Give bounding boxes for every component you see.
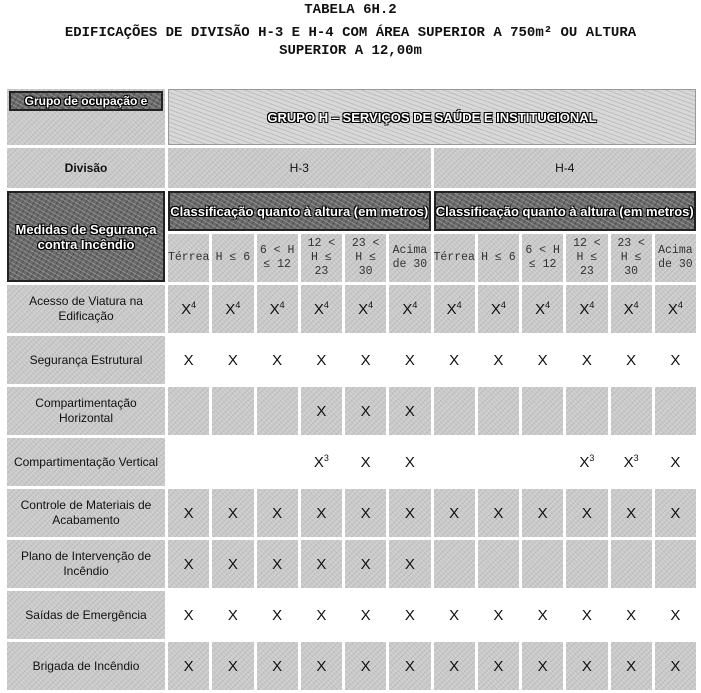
requirement-cell [434, 540, 475, 588]
footnote-ref: 4 [412, 300, 418, 310]
table-row [7, 285, 696, 333]
requirement-mark: X [537, 606, 548, 624]
requirement-cell [301, 438, 342, 486]
requirement-mark: X [581, 351, 592, 369]
requirement-mark: X [404, 351, 415, 369]
requirement-mark: X [579, 301, 590, 318]
requirement-cell [389, 336, 430, 384]
footnote-ref: 4 [545, 300, 551, 310]
requirement-cell [301, 591, 342, 639]
requirement-cell [345, 336, 386, 384]
requirement-mark: X [272, 555, 283, 573]
requirement-mark: X [360, 555, 371, 573]
requirement-cell [522, 438, 563, 486]
table-row [7, 642, 696, 690]
requirement-cell [655, 642, 696, 690]
requirement-cell [478, 540, 519, 588]
requirement-mark: X [272, 504, 283, 522]
requirement-mark: X [626, 606, 637, 624]
requirement-cell [257, 285, 298, 333]
requirement-mark: X [360, 453, 371, 471]
requirement-mark: X [360, 351, 371, 369]
requirement-cell [655, 540, 696, 588]
requirement-cell [168, 336, 209, 384]
requirement-cell [566, 336, 607, 384]
requirement-cell [478, 387, 519, 435]
requirement-cell [389, 438, 430, 486]
division-h4: H-4 [434, 148, 697, 188]
requirement-mark: X [360, 606, 371, 624]
height-column-header: Térrea [434, 234, 475, 282]
requirement-cell [345, 489, 386, 537]
requirement-mark: X [272, 657, 283, 675]
height-column-header: 23 < H ≤ 30 [611, 234, 652, 282]
requirement-cell [301, 642, 342, 690]
requirement-mark: X [404, 402, 415, 420]
requirement-cell [434, 489, 475, 537]
requirement-cell [389, 387, 430, 435]
division-label: Divisão [7, 148, 165, 188]
requirement-cell [168, 387, 209, 435]
footnote-ref: 4 [235, 300, 241, 310]
requirement-cell [212, 336, 253, 384]
requirement-cell [168, 540, 209, 588]
requirement-cell [301, 336, 342, 384]
requirement-mark: X [535, 301, 546, 318]
measures-label: Medidas de Segurança contra Incêndio [7, 191, 165, 282]
requirement-mark: X [537, 657, 548, 675]
requirement-cell [611, 285, 652, 333]
requirement-cell [345, 438, 386, 486]
requirement-mark: X [493, 351, 504, 369]
group-title: GRUPO H – SERVIÇOS DE SAÚDE E INSTITUCIONAL [168, 89, 696, 145]
requirement-cell [168, 285, 209, 333]
requirement-mark: X [490, 301, 501, 318]
requirement-mark: X [404, 504, 415, 522]
requirement-cell [522, 285, 563, 333]
requirement-mark: X [183, 351, 194, 369]
requirement-cell [212, 489, 253, 537]
measure-label: Compartimentação Vertical [7, 438, 165, 486]
footnote-ref: 4 [279, 300, 285, 310]
requirement-cell [566, 285, 607, 333]
subtitle-line-2: SUPERIOR A 12,00m [279, 43, 422, 59]
requirement-mark: X [623, 301, 634, 318]
requirement-mark: X [446, 301, 457, 318]
requirement-mark: X [670, 351, 681, 369]
requirement-mark: X [313, 301, 324, 318]
subtitle-line-1: EDIFICAÇÕES DE DIVISÃO H-3 E H-4 COM ÁREA SUPERIOR A 750m² OU ALTURA [64, 25, 637, 41]
requirement-cell [345, 387, 386, 435]
requirement-mark: X [404, 453, 415, 471]
requirement-mark: X [316, 504, 327, 522]
footnote-ref: 4 [368, 300, 374, 310]
requirement-cell [434, 285, 475, 333]
table-row [7, 387, 696, 435]
requirement-cell [655, 336, 696, 384]
measure-label: Saídas de Emergência [7, 591, 165, 639]
measure-label: Brigada de Incêndio [7, 642, 165, 690]
requirement-cell [257, 438, 298, 486]
requirement-mark: X [404, 657, 415, 675]
measures-table [4, 86, 699, 693]
requirement-cell [257, 336, 298, 384]
height-column-header: 23 < H ≤ 30 [345, 234, 386, 282]
requirement-mark: X [670, 453, 681, 471]
requirement-mark: X [537, 351, 548, 369]
table-row [7, 591, 696, 639]
requirement-cell [168, 642, 209, 690]
requirement-cell [301, 285, 342, 333]
requirement-cell [168, 489, 209, 537]
requirement-mark: X [360, 657, 371, 675]
requirement-mark: X [449, 657, 460, 675]
requirement-cell [655, 285, 696, 333]
requirement-mark: X [626, 657, 637, 675]
classification-h4: Classificação quanto à altura (em metros) [434, 191, 697, 231]
requirement-mark: X [181, 301, 192, 318]
footnote-ref: 4 [191, 300, 197, 310]
requirement-cell [257, 387, 298, 435]
requirement-cell [478, 591, 519, 639]
requirement-cell [345, 285, 386, 333]
table-row [7, 489, 696, 537]
requirement-cell [212, 285, 253, 333]
group-label-cell [7, 89, 165, 145]
requirement-cell [301, 540, 342, 588]
height-column-header: 12 < H ≤ 23 [566, 234, 607, 282]
requirement-cell [478, 438, 519, 486]
table-subtitle [0, 24, 701, 60]
requirement-mark: X [183, 504, 194, 522]
requirement-mark: X [183, 555, 194, 573]
requirement-cell [611, 642, 652, 690]
requirement-cell [389, 489, 430, 537]
requirement-cell [212, 642, 253, 690]
measure-label: Acesso de Viatura na Edificação [7, 285, 165, 333]
requirement-mark: X [227, 504, 238, 522]
requirement-cell [345, 540, 386, 588]
requirement-mark: X [626, 351, 637, 369]
requirement-cell [212, 591, 253, 639]
table-row [7, 438, 696, 486]
requirement-cell [434, 591, 475, 639]
table-row [7, 540, 696, 588]
requirement-mark: X [183, 606, 194, 624]
height-column-header: 12 < H ≤ 23 [301, 234, 342, 282]
requirement-cell [478, 489, 519, 537]
requirement-cell [522, 336, 563, 384]
measure-label: Segurança Estrutural [7, 336, 165, 384]
requirement-cell [611, 336, 652, 384]
requirement-mark: X [626, 504, 637, 522]
requirement-cell [434, 438, 475, 486]
requirement-mark: X [667, 301, 678, 318]
group-label: Grupo de ocupação e [9, 91, 163, 111]
footnote-ref: 4 [456, 300, 462, 310]
requirement-mark: X [316, 606, 327, 624]
requirement-mark: X [449, 504, 460, 522]
requirement-mark: X [316, 351, 327, 369]
requirement-cell [257, 489, 298, 537]
measure-label: Compartimentação Horizontal [7, 387, 165, 435]
requirement-mark: X [493, 606, 504, 624]
requirement-mark: X [493, 504, 504, 522]
requirement-cell [522, 489, 563, 537]
measure-label: Plano de Intervenção de Incêndio [7, 540, 165, 588]
requirement-cell [434, 336, 475, 384]
requirement-cell [655, 438, 696, 486]
requirement-mark: X [227, 657, 238, 675]
requirement-mark: X [316, 555, 327, 573]
footnote-ref: 3 [633, 453, 639, 463]
requirement-cell [655, 489, 696, 537]
height-column-header: 6 < H ≤ 12 [257, 234, 298, 282]
footnote-ref: 4 [323, 300, 329, 310]
requirement-mark: X [360, 402, 371, 420]
requirement-mark: X [493, 657, 504, 675]
requirement-cell [389, 540, 430, 588]
table-row [7, 336, 696, 384]
requirement-mark: X [449, 351, 460, 369]
requirement-cell [655, 387, 696, 435]
requirement-cell [611, 489, 652, 537]
height-column-header: Acima de 30 [389, 234, 430, 282]
height-column-header: 6 < H ≤ 12 [522, 234, 563, 282]
requirement-cell [345, 591, 386, 639]
requirement-mark: X [670, 606, 681, 624]
requirement-cell [611, 540, 652, 588]
requirement-cell [389, 591, 430, 639]
footnote-ref: 4 [677, 300, 683, 310]
requirement-mark: X [537, 504, 548, 522]
height-column-header: Térrea [168, 234, 209, 282]
requirement-cell [212, 540, 253, 588]
requirement-mark: X [227, 555, 238, 573]
requirement-cell [566, 591, 607, 639]
requirement-mark: X [581, 657, 592, 675]
requirement-mark: X [670, 657, 681, 675]
table-title: TABELA 6H.2 [304, 2, 397, 18]
requirement-cell [566, 387, 607, 435]
requirement-cell [301, 489, 342, 537]
requirement-cell [168, 438, 209, 486]
height-column-header: Acima de 30 [655, 234, 696, 282]
requirement-mark: X [316, 402, 327, 420]
footnote-ref: 4 [633, 300, 639, 310]
requirement-cell [566, 642, 607, 690]
requirement-cell [212, 387, 253, 435]
classification-h3: Classificação quanto à altura (em metros) [168, 191, 431, 231]
requirement-cell [257, 591, 298, 639]
requirement-mark: X [225, 301, 236, 318]
requirement-cell [212, 438, 253, 486]
requirement-cell [611, 387, 652, 435]
requirement-mark: X [313, 454, 324, 471]
requirement-cell [434, 642, 475, 690]
height-column-header: H ≤ 6 [478, 234, 519, 282]
requirement-mark: X [358, 301, 369, 318]
requirement-mark: X [272, 351, 283, 369]
requirement-mark: X [360, 504, 371, 522]
requirement-mark: X [581, 606, 592, 624]
requirement-cell [168, 591, 209, 639]
requirement-cell [389, 642, 430, 690]
requirement-mark: X [316, 657, 327, 675]
requirement-cell [611, 591, 652, 639]
footnote-ref: 4 [500, 300, 506, 310]
requirement-mark: X [449, 606, 460, 624]
requirement-cell [478, 285, 519, 333]
requirement-cell [522, 387, 563, 435]
footnote-ref: 4 [589, 300, 595, 310]
requirement-cell [522, 540, 563, 588]
requirement-cell [611, 438, 652, 486]
requirement-cell [257, 642, 298, 690]
requirement-cell [478, 336, 519, 384]
requirement-mark: X [404, 555, 415, 573]
requirement-cell [434, 387, 475, 435]
requirement-mark: X [183, 657, 194, 675]
requirement-mark: X [227, 351, 238, 369]
measure-label: Controle de Materiais de Acabamento [7, 489, 165, 537]
requirement-cell [522, 642, 563, 690]
requirement-mark: X [402, 301, 413, 318]
requirement-cell [301, 387, 342, 435]
requirement-mark: X [670, 504, 681, 522]
height-column-header: H ≤ 6 [212, 234, 253, 282]
requirement-cell [345, 642, 386, 690]
requirement-mark: X [272, 606, 283, 624]
requirement-cell [566, 540, 607, 588]
requirement-mark: X [269, 301, 280, 318]
requirement-mark: X [404, 606, 415, 624]
requirement-cell [478, 642, 519, 690]
requirement-mark: X [623, 454, 634, 471]
requirement-cell [566, 489, 607, 537]
division-h3: H-3 [168, 148, 431, 188]
requirement-cell [566, 438, 607, 486]
requirement-cell [389, 285, 430, 333]
footnote-ref: 3 [323, 453, 329, 463]
requirement-cell [257, 540, 298, 588]
footnote-ref: 3 [589, 453, 595, 463]
requirement-mark: X [579, 454, 590, 471]
requirement-cell [522, 591, 563, 639]
requirement-cell [655, 591, 696, 639]
requirement-mark: X [227, 606, 238, 624]
requirement-mark: X [581, 504, 592, 522]
